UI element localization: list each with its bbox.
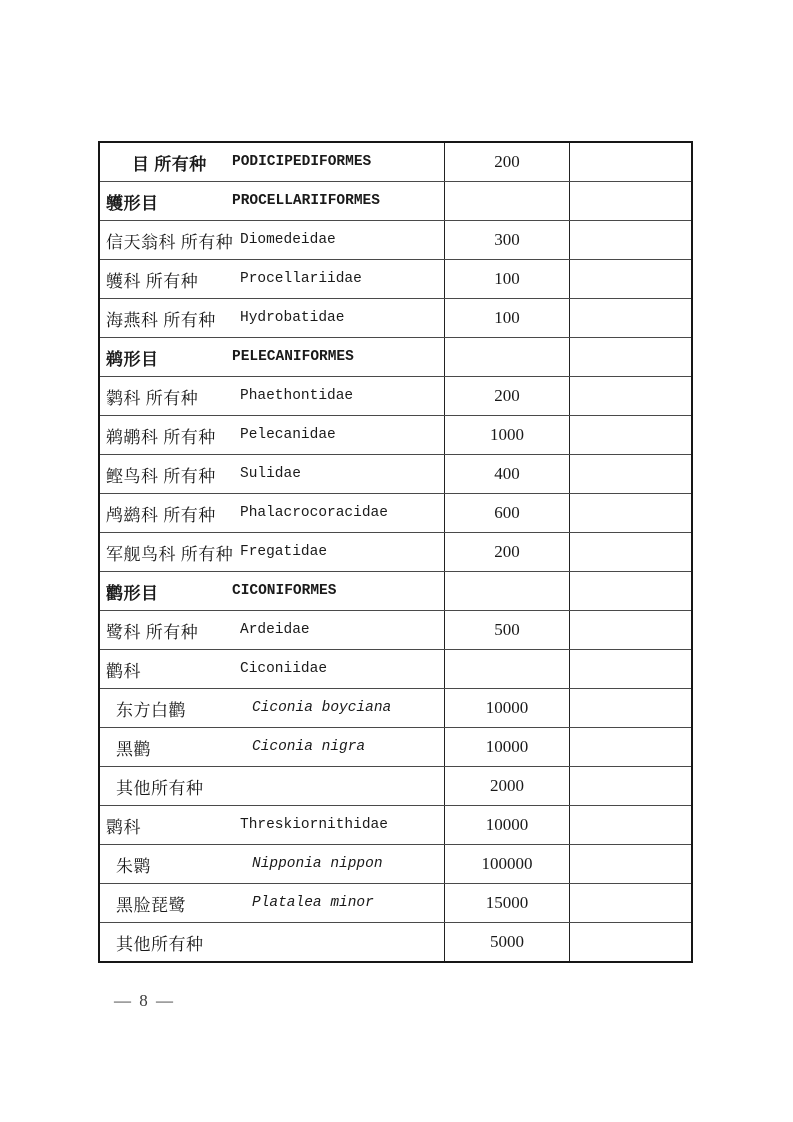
species-name-cell (100, 494, 445, 532)
chinese-name: 鲣鸟科 所有种 (106, 466, 216, 486)
remark-cell-empty (570, 299, 691, 337)
value-cell: 15000 (445, 884, 570, 922)
remark-cell-empty (570, 221, 691, 259)
species-name-cell (100, 806, 445, 844)
chinese-name: 鹮科 (106, 817, 141, 837)
remark-cell-empty (570, 455, 691, 493)
remark-cell-empty (570, 143, 691, 181)
chinese-name: 鹈形目 (106, 349, 159, 369)
table-row (100, 220, 691, 259)
value-cell (445, 650, 570, 688)
table-row (100, 727, 691, 766)
table-row (100, 143, 691, 181)
species-name-cell (100, 572, 445, 610)
species-name-cell (100, 650, 445, 688)
value-cell: 100 (445, 260, 570, 298)
remark-cell-empty (570, 572, 691, 610)
value-cell: 100000 (445, 845, 570, 883)
value-cell (445, 182, 570, 220)
value-cell: 200 (445, 533, 570, 571)
value-cell: 200 (445, 143, 570, 181)
species-name-cell (100, 221, 445, 259)
scientific-name: Phaethontidae (240, 388, 354, 404)
remark-cell-empty (570, 650, 691, 688)
scientific-name: Hydrobatidae (240, 310, 345, 326)
species-name-cell (100, 728, 445, 766)
species-name-cell (100, 377, 445, 415)
value-cell: 10000 (445, 728, 570, 766)
chinese-name: 军舰鸟科 所有种 (106, 544, 234, 564)
chinese-name: 鹈鹕科 所有种 (106, 427, 216, 447)
species-name-cell (100, 143, 445, 181)
table-row (100, 454, 691, 493)
chinese-name: 鸬鹚科 所有种 (106, 505, 216, 525)
remark-cell-empty (570, 338, 691, 376)
chinese-name: 其他所有种 (116, 778, 204, 798)
table-row (100, 181, 691, 220)
value-cell: 1000 (445, 416, 570, 454)
value-cell: 10000 (445, 689, 570, 727)
remark-cell-empty (570, 923, 691, 961)
table-row (100, 337, 691, 376)
chinese-name: 其他所有种 (116, 934, 204, 954)
remark-cell-empty (570, 884, 691, 922)
chinese-name: 海燕科 所有种 (106, 310, 216, 330)
table-row (100, 571, 691, 610)
chinese-name: 黑鹳 (116, 739, 151, 759)
species-name-cell (100, 884, 445, 922)
remark-cell-empty (570, 260, 691, 298)
value-cell (445, 572, 570, 610)
chinese-name: 东方白鹳 (116, 700, 186, 720)
table-row (100, 610, 691, 649)
table-row (100, 805, 691, 844)
scientific-name: Phalacrocoracidae (240, 505, 388, 521)
chinese-name: 鹱形目 (106, 193, 159, 213)
table-row (100, 688, 691, 727)
remark-cell-empty (570, 611, 691, 649)
scientific-name: PROCELLARIIFORMES (232, 193, 380, 209)
value-cell: 300 (445, 221, 570, 259)
chinese-name: 鹱科 所有种 (106, 271, 199, 291)
table-row (100, 415, 691, 454)
species-name-cell (100, 533, 445, 571)
scientific-name: Platalea minor (252, 895, 374, 911)
species-name-cell (100, 455, 445, 493)
chinese-name: 鹳形目 (106, 583, 159, 603)
species-name-cell (100, 416, 445, 454)
scientific-name: PELECANIFORMES (232, 349, 354, 365)
remark-cell-empty (570, 806, 691, 844)
chinese-name: 信天翁科 所有种 (106, 232, 234, 252)
scientific-name: Ardeidae (240, 622, 310, 638)
table-row (100, 376, 691, 415)
value-cell: 200 (445, 377, 570, 415)
remark-cell-empty (570, 533, 691, 571)
chinese-name: 目 所有种 (132, 154, 207, 174)
table-row (100, 844, 691, 883)
table-row (100, 766, 691, 805)
table-row (100, 298, 691, 337)
chinese-name: 鹭科 所有种 (106, 622, 199, 642)
scientific-name: Sulidae (240, 466, 301, 482)
remark-cell-empty (570, 377, 691, 415)
scientific-name: Threskiornithidae (240, 817, 388, 833)
scientific-name: Pelecanidae (240, 427, 336, 443)
scientific-name: Ciconia nigra (252, 739, 366, 755)
species-name-cell (100, 767, 445, 805)
remark-cell-empty (570, 728, 691, 766)
remark-cell-empty (570, 689, 691, 727)
species-name-cell (100, 299, 445, 337)
value-cell: 5000 (445, 923, 570, 961)
scientific-name: Ciconia boyciana (252, 700, 392, 716)
scientific-name: Procellariidae (240, 271, 362, 287)
value-cell: 600 (445, 494, 570, 532)
species-name-cell (100, 338, 445, 376)
table-row (100, 493, 691, 532)
species-name-cell (100, 260, 445, 298)
value-cell (445, 338, 570, 376)
value-cell: 100 (445, 299, 570, 337)
remark-cell-empty (570, 767, 691, 805)
scientific-name: CICONIFORMES (232, 583, 337, 599)
table-row (100, 883, 691, 922)
value-cell: 400 (445, 455, 570, 493)
remark-cell-empty (570, 416, 691, 454)
remark-cell-empty (570, 494, 691, 532)
chinese-name: 朱鹮 (116, 856, 151, 876)
chinese-name: 鹳科 (106, 661, 141, 681)
value-cell: 500 (445, 611, 570, 649)
value-cell: 10000 (445, 806, 570, 844)
scientific-name: Nipponia nippon (252, 856, 383, 872)
species-name-cell (100, 845, 445, 883)
table-row (100, 259, 691, 298)
scientific-name: Ciconiidae (240, 661, 328, 677)
table-row (100, 922, 691, 961)
species-name-cell (100, 689, 445, 727)
page-number: — 8 — (114, 991, 175, 1010)
chinese-name: 黑脸琵鹭 (116, 895, 186, 915)
species-name-cell (100, 923, 445, 961)
species-name-cell (100, 182, 445, 220)
species-name-cell (100, 611, 445, 649)
species-compensation-table (98, 141, 693, 963)
table-row (100, 532, 691, 571)
value-cell: 2000 (445, 767, 570, 805)
scientific-name: PODICIPEDIFORMES (232, 154, 372, 170)
remark-cell-empty (570, 182, 691, 220)
table-row (100, 649, 691, 688)
scientific-name: Diomedeidae (240, 232, 336, 248)
scientific-name: Fregatidae (240, 544, 328, 560)
remark-cell-empty (570, 845, 691, 883)
chinese-name: 鹲科 所有种 (106, 388, 199, 408)
